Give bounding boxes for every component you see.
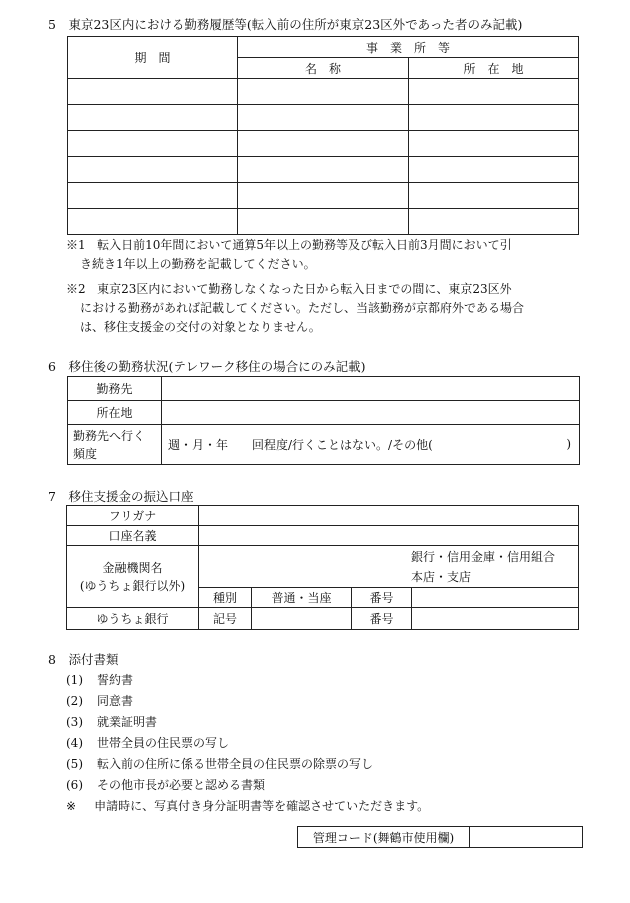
office-name-cell[interactable] [238, 131, 409, 157]
office-name-cell[interactable] [238, 79, 409, 105]
institution-types: 銀行・信用金庫・信用組合 [411, 550, 556, 564]
frequency-options: 週・月・年 回程度/行くことはない。/その他( [168, 438, 433, 452]
office-address-cell[interactable] [409, 209, 579, 235]
account-holder-field[interactable] [199, 526, 579, 546]
yucho-label: ゆうちょ銀行 [67, 608, 199, 630]
bank-account-table [66, 505, 579, 630]
workplace-field[interactable] [162, 377, 580, 401]
furigana-label: フリガナ [67, 506, 199, 526]
period-cell[interactable] [68, 79, 238, 105]
account-holder-label: 口座名義 [67, 526, 199, 546]
symbol-field[interactable] [252, 608, 352, 630]
list-item: (4) 世帯全員の住民票の写し [66, 736, 230, 750]
office-name-cell[interactable] [238, 183, 409, 209]
table-row [68, 105, 579, 131]
institution-label: 金融機関名 (ゆうちょ銀行以外) [67, 546, 199, 608]
location-label: 所在地 [68, 401, 162, 425]
frequency-label: 勤務先へ行く 頻度 [68, 425, 162, 465]
frequency-close-paren: ) [566, 437, 571, 451]
kind-options[interactable]: 普通・当座 [252, 588, 352, 608]
section7-heading: 7 移住支援金の振込口座 [48, 489, 194, 504]
furigana-field[interactable] [199, 506, 579, 526]
note-2: ※2 東京23区内において勤務しなくなった日から転入日までの間に、東京23区外 における勤務があれば記載してください。ただし、当該勤務が京都府外である場合 は、移住支援金の交付の対象となりません。 [66, 282, 525, 334]
period-cell[interactable] [68, 131, 238, 157]
number-label: 番号 [352, 588, 412, 608]
admin-code-table [297, 826, 583, 848]
table-row [68, 131, 579, 157]
office-address-cell[interactable] [409, 79, 579, 105]
location-field[interactable] [162, 401, 580, 425]
admin-code-field[interactable] [470, 827, 583, 848]
kind-label: 種別 [199, 588, 252, 608]
symbol-label: 記号 [199, 608, 252, 630]
list-item: (1) 誓約書 [66, 673, 134, 687]
workplace-label: 勤務先 [68, 377, 162, 401]
work-status-table [67, 376, 580, 465]
table-row [68, 79, 579, 105]
table-row [68, 183, 579, 209]
yucho-number-label: 番号 [352, 608, 412, 630]
account-number-field[interactable] [412, 588, 579, 608]
attachment-note: ※ 申請時に、写真付き身分証明書等を確認させていただきます。 [66, 799, 430, 813]
table-row [68, 209, 579, 235]
frequency-field[interactable] [162, 425, 580, 465]
office-name-cell[interactable] [238, 157, 409, 183]
office-address-cell[interactable] [409, 157, 579, 183]
admin-code-label: 管理コード(舞鶴市使用欄) [298, 827, 470, 848]
list-item: (2) 同意書 [66, 694, 134, 708]
office-address-cell[interactable] [409, 183, 579, 209]
office-header: 事 業 所 等 [238, 37, 579, 58]
yucho-number-field[interactable] [412, 608, 579, 630]
section8-heading: 8 添付書類 [48, 652, 119, 667]
work-history-table [67, 36, 579, 235]
table-row [68, 157, 579, 183]
period-header: 期 間 [68, 37, 238, 79]
list-item: (6) その他市長が必要と認める書類 [66, 778, 266, 792]
institution-field[interactable] [199, 546, 579, 588]
office-address-cell[interactable] [409, 105, 579, 131]
note-1: ※1 転入日前10年間において通算5年以上の勤務等及び転入日前3月間において引 き続き1年以上の勤務を記載してください。 [66, 238, 512, 271]
office-name-header: 名 称 [238, 58, 409, 79]
list-item: (5) 転入前の住所に係る世帯全員の住民票の除票の写し [66, 757, 374, 771]
period-cell[interactable] [68, 209, 238, 235]
office-address-cell[interactable] [409, 131, 579, 157]
period-cell[interactable] [68, 105, 238, 131]
section5-heading: 5 東京23区内における勤務履歴等(転入前の住所が東京23区外であった者のみ記載) [48, 17, 523, 32]
list-item: (3) 就業証明書 [66, 715, 158, 729]
office-name-cell[interactable] [238, 105, 409, 131]
office-address-header: 所 在 地 [409, 58, 579, 79]
section6-heading: 6 移住後の勤務状況(テレワーク移住の場合にのみ記載) [48, 359, 366, 374]
office-name-cell[interactable] [238, 209, 409, 235]
period-cell[interactable] [68, 157, 238, 183]
period-cell[interactable] [68, 183, 238, 209]
branch-types: 本店・支店 [411, 570, 472, 584]
